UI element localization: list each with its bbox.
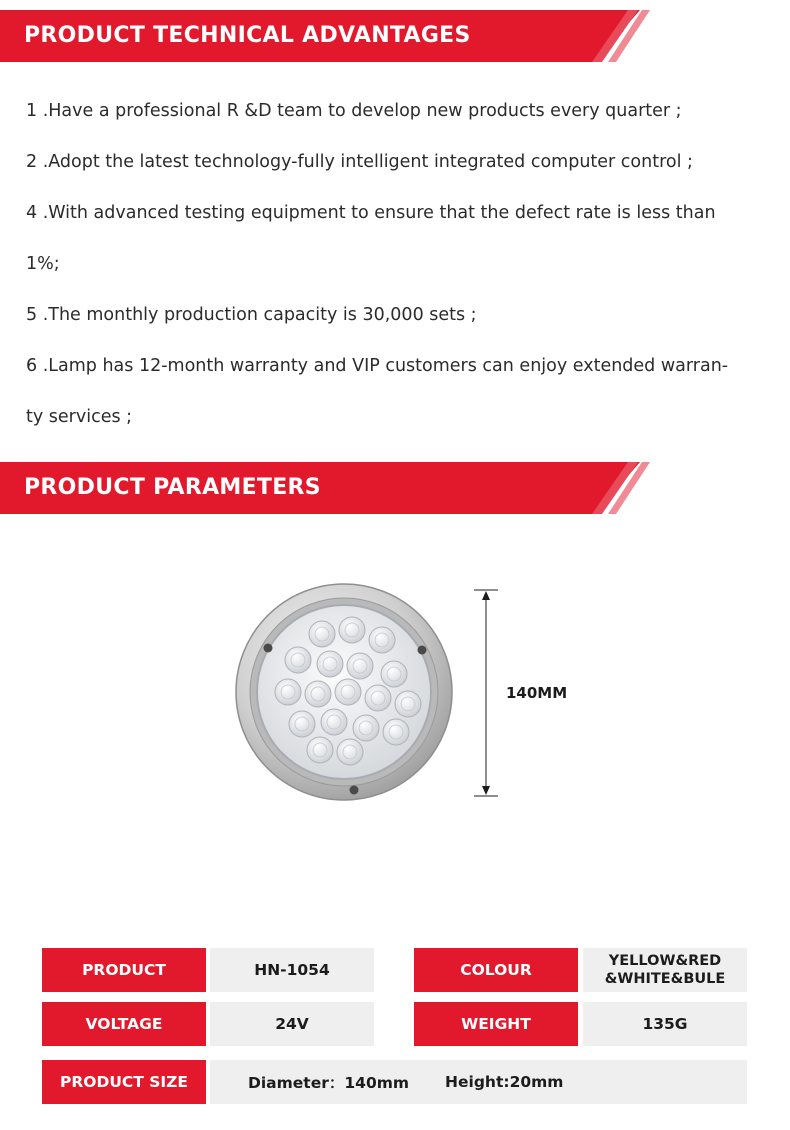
dimension-arrow <box>470 588 502 800</box>
param-value-product: HN-1054 <box>210 948 374 992</box>
section-title-parameters: PRODUCT PARAMETERS <box>24 475 321 500</box>
colour-value-line-1: YELLOW&RED <box>608 953 722 969</box>
advantage-line-4: 1%; <box>26 254 60 274</box>
dimension-label: 140MM <box>506 684 568 702</box>
colour-value-line-2: &WHITE&BULE <box>604 971 726 987</box>
size-height: Height:20mm <box>445 1073 564 1091</box>
param-label-size: PRODUCT SIZE <box>42 1060 206 1104</box>
size-diameter: Diameter：140mm <box>248 1074 410 1092</box>
param-value-colour <box>583 948 747 992</box>
advantage-line-3: 4 .With advanced testing equipment to ensure that the defect rate is less than <box>26 203 716 223</box>
advantage-line-6: 6 .Lamp has 12-month warranty and VIP customers can enjoy extended warran- <box>26 356 729 376</box>
param-label-voltage: VOLTAGE <box>42 1002 206 1046</box>
param-value-voltage: 24V <box>210 1002 374 1046</box>
param-label-weight: WEIGHT <box>414 1002 578 1046</box>
param-value-weight: 135G <box>583 1002 747 1046</box>
param-label-colour: COLOUR <box>414 948 578 992</box>
banner-stripes-decoration <box>510 462 650 514</box>
banner-stripes-decoration <box>510 10 650 62</box>
advantage-line-1: 1 .Have a professional R &D team to develop new products every quarter ; <box>26 101 682 121</box>
param-value-size <box>210 1060 747 1104</box>
advantage-line-5: 5 .The monthly production capacity is 30,000 sets ; <box>26 305 477 325</box>
advantage-line-7: ty services ; <box>26 407 133 427</box>
section-banner-advantages <box>0 10 790 62</box>
lamp-image <box>232 582 456 806</box>
param-label-product: PRODUCT <box>42 948 206 992</box>
section-banner-parameters <box>0 462 790 514</box>
section-title-advantages: PRODUCT TECHNICAL ADVANTAGES <box>24 23 471 48</box>
advantage-line-2: 2 .Adopt the latest technology-fully intelligent integrated computer control ; <box>26 152 693 172</box>
